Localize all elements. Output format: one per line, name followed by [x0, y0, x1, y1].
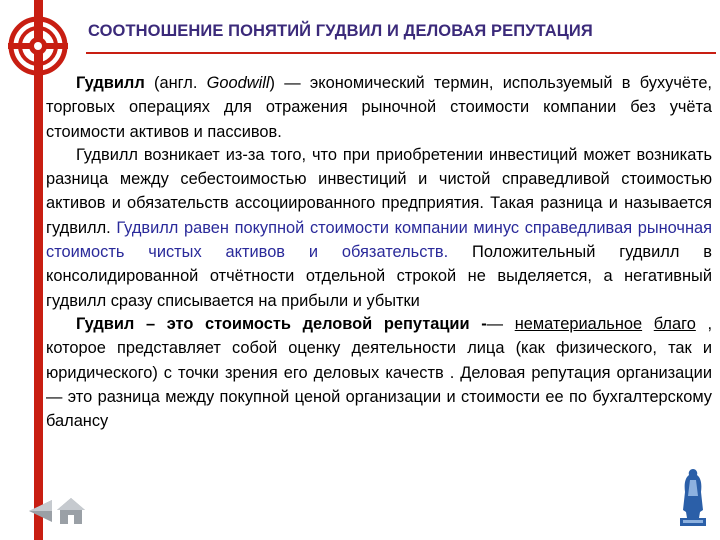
header [86, 14, 710, 50]
term-english: Goodwill [206, 74, 270, 92]
reputation-heading: Гудвил – это стоимость деловой репутации - [76, 314, 487, 333]
highlighted-formula: Гудвилл равен покупной стоимости компании минус справедливая рыночная стоимость чистых активов и обязательств. [46, 218, 713, 262]
term-goodwill: Гудвилл [76, 74, 145, 92]
statue-emblem-icon [676, 466, 710, 528]
paragraph-goodwill-definition: Гудвилл (англ. Goodwill) — экономический термин, используемый в бухучёте, торговых операциях для отражения рыночной стоимости компании без учёта стоимости активов и пассивов. [46, 74, 712, 141]
link-intangible[interactable]: нематериальное [514, 314, 643, 333]
slide-navigation [26, 496, 86, 526]
link-good[interactable]: благо [653, 314, 696, 333]
paragraph-goodwill-origin: Гудвилл возникает из-за того, что при приобретении инвестиций может возникать разница между себестоимостью инвестиций и чистой справедливой стоимостью активов и обязательств ассоциированного предприятия. Такая разница и называется гудвилл. Гудвилл равен покупной стоимости компании минус справедливая рыночная стоимость чистых активов и обязательств. Положительный гудвилл в консолидированной отчётности отдельной строкой не выделяется, а негативный гудвилл сразу списывается на прибыли и убытки [46, 145, 713, 310]
paragraph-business-reputation: Гудвил – это стоимость деловой репутации -— нематериальное благо , которое представляет собой оценку деятельности лица (как физического, так и юридического) с точки зрения его деловых качеств . Деловая репутация организации — это разница между покупной ценой организации и стоимости ее по бухгалтерскому балансу [46, 314, 713, 431]
page-title: СООТНОШЕНИЕ ПОНЯТИЙ ГУДВИЛ И ДЕЛОВАЯ РЕПУТАЦИЯ [88, 22, 593, 40]
left-accent-bar [34, 0, 43, 540]
title-underline [86, 52, 716, 54]
home-icon[interactable] [56, 496, 86, 526]
arrow-left-icon[interactable] [26, 498, 54, 524]
target-emblem-icon [0, 0, 76, 80]
main-content [46, 71, 712, 433]
